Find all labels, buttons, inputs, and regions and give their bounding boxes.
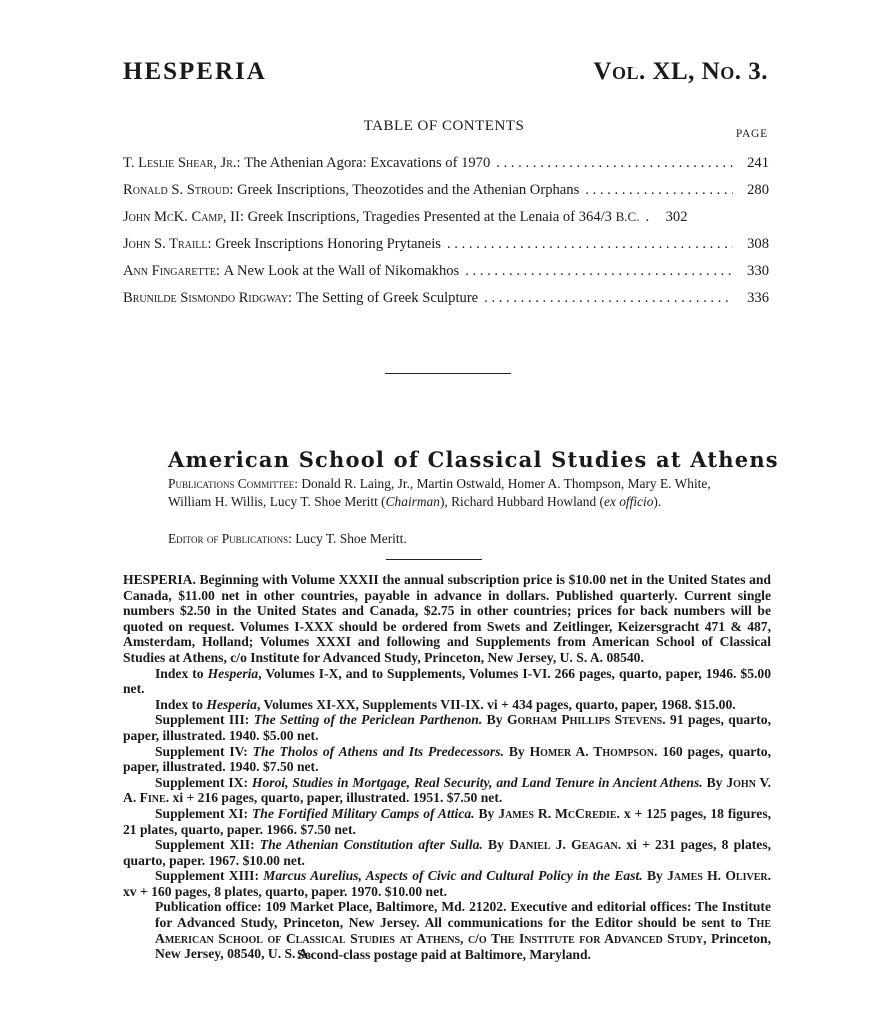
page-column-label: PAGE	[735, 128, 768, 140]
toc-entry	[123, 236, 769, 263]
postage-note: Second-class postage paid at Baltimore, Maryland.	[297, 947, 591, 962]
dot-leader	[465, 263, 733, 280]
subscription-info	[123, 572, 771, 962]
dot-leader	[645, 209, 651, 226]
toc-page-number: 336	[747, 290, 769, 306]
toc-author: T. Leslie Shear, Jr.:	[123, 155, 241, 171]
dot-leader	[496, 155, 733, 172]
toc-article-title: A New Look at the Wall of Nikomakhos	[223, 263, 460, 279]
toc-entry	[123, 209, 769, 236]
chairman-note: Chairman	[385, 493, 440, 509]
divider	[386, 559, 482, 560]
toc-entry	[123, 155, 769, 182]
committee-label: Publications Committee:	[168, 476, 298, 491]
supplement-entry: Supplement IV: The Tholos of Athens and Its Predecessors. By Homer A. Thompson. 160 pages, quarto, paper, illustrated. 1940. $7.50 net.	[123, 743, 771, 775]
index-entry: Index to Hesperia, Volumes I-X, and to Supplements, Volumes I-VI. 266 pages, quarto, paper, 1946. $5.00 net.	[123, 665, 771, 697]
toc-article-title: The Setting of Greek Sculpture	[295, 290, 479, 306]
toc-article-title: The Athenian Agora: Excavations of 1970	[244, 155, 491, 171]
toc-heading: TABLE OF CONTENTS	[363, 118, 525, 134]
divider	[385, 373, 511, 374]
supplement-entry: Supplement III: The Setting of the Periclean Parthenon. By Gorham Phillips Stevens. 91 pages, quarto, paper, illustrated. 1940. $5.00 net.	[123, 712, 771, 743]
editor-label: Editor of Publications:	[168, 531, 292, 546]
toc-author: Ronald S. Stroud:	[123, 182, 234, 198]
toc-page-number: 280	[747, 182, 769, 198]
committee-extra-member: Richard Hubbard Howland	[451, 493, 597, 509]
editor-name: Lucy T. Shoe Meritt.	[295, 531, 407, 546]
ex-officio-note: ex officio	[603, 493, 654, 509]
table-of-contents	[123, 155, 769, 317]
toc-page-number: 302	[665, 209, 688, 225]
dot-leader	[447, 236, 733, 253]
volume-number: Vol. XL, No. 3.	[593, 58, 768, 85]
subscription-paragraph: HESPERIA. Beginning with Volume XXXII the annual subscription price is $10.00 net in the United States and Canada, $11.00 net in other countries, payable in advance in dollars. Published quarterly. Current single numbers $2.50 in the United States and Canada, $2.75 in other countries; prices for back numbers will be quoted on request. Volumes I-XXX should be ordered from Swets and Zeitlinger, Keizersgracht 471 & 487, Amsterdam, Holland; Volumes XXXI and following and Supplements from American School of Classical Studies at Athens, c/o Institute for Advanced Study, Princeton, New Jersey, U. S. A. 08540.	[123, 572, 771, 665]
dot-leader	[484, 290, 733, 307]
index-entry: Index to Hesperia, Volumes XI-XX, Supplements VII-IX. vi + 434 pages, quarto, paper, 1968. $15.00.	[155, 696, 736, 712]
supplement-entry: Supplement XII: The Athenian Constitution after Sulla. By Daniel J. Geagan. xi + 231 pages, 8 plates, quarto, paper. 1967. $10.00 net.	[123, 837, 772, 868]
committee-members: Donald R. Laing, Jr., Martin Ostwald, Homer A. Thompson, Mary E. White, William H. Willis, Lucy T. Shoe Meritt	[168, 476, 711, 509]
supplement-entry: Supplement XI: The Fortified Military Camps of Attica. By James R. McCredie. x + 125 pages, 18 figures, 21 plates, quarto, paper. 1966. $7.50 net.	[123, 805, 772, 837]
publications-committee: Publications Committee: Donald R. Laing, Jr., Martin Ostwald, Homer A. Thompson, Mary E. White, William H. Willis, Lucy T. Shoe Meritt (Chairman), Richard Hubbard Howland (ex officio).	[168, 476, 711, 509]
toc-page-number: 241	[747, 155, 769, 171]
toc-page-number: 330	[747, 263, 769, 279]
toc-page-number: 308	[747, 236, 769, 252]
toc-article-title: Greek Inscriptions Honoring Prytaneis	[215, 236, 441, 252]
publication-office: Publication office: 109 Market Place, Baltimore, Md. 21202. Executive and editorial offices: The Institute for Advanced Study, Princeton, New Jersey. All communications for the Editor should be sent to The American School of Classical Studies at Athens, c/o The Institute for Advanced Study, Princeton, New Jersey, 08540, U. S. A.	[155, 899, 771, 962]
journal-title: HESPERIA	[123, 58, 267, 85]
toc-article-title: Greek Inscriptions, Theozotides and the Athenian Orphans	[237, 182, 580, 198]
supplement-entry: Supplement IX: Horoi, Studies in Mortgage, Real Security, and Land Tenure in Ancient Athens. By John V. A. Fine. xi + 216 pages, quarto, paper, illustrated. 1951. $7.50 net.	[123, 774, 772, 806]
toc-title-suffix: B.C.	[615, 209, 640, 224]
toc-author: John McK. Camp, II:	[123, 209, 244, 225]
school-name: American School of Classical Studies at Athens	[168, 447, 779, 472]
toc-author: John S. Traill:	[123, 236, 212, 252]
toc-entry	[123, 263, 769, 290]
toc-entry	[123, 182, 769, 209]
editor-line	[168, 531, 407, 547]
toc-author: Brunilde Sismondo Ridgway:	[123, 290, 293, 306]
toc-article-title: Greek Inscriptions, Tragedies Presented at the Lenaia of 364/3	[247, 209, 612, 225]
toc-author: Ann Fingarette:	[123, 263, 220, 279]
dot-leader	[585, 182, 733, 199]
toc-entry	[123, 290, 769, 317]
supplement-entry: Supplement XIII: Marcus Aurelius, Aspects of Civic and Cultural Policy in the East. By James H. Oliver. xv + 160 pages, 8 plates, quarto, paper. 1970. $10.00 net.	[123, 868, 771, 899]
